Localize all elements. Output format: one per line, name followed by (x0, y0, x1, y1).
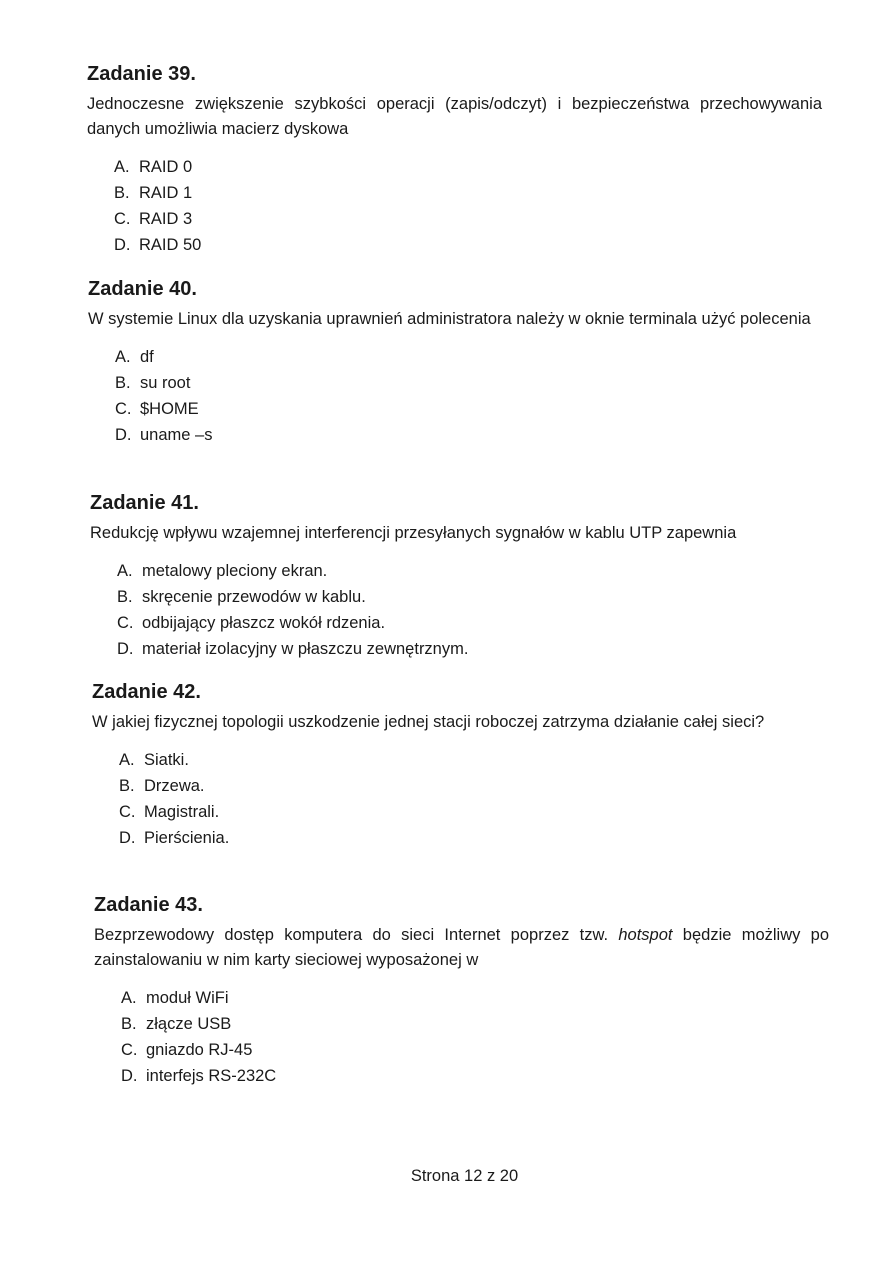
answer-text: RAID 1 (139, 184, 193, 202)
answer-option (119, 825, 827, 851)
answer-letter: D. (121, 1067, 138, 1085)
answer-option (114, 180, 822, 206)
answer-option (121, 985, 829, 1011)
answer-option (121, 1063, 829, 1089)
answer-text: $HOME (140, 400, 199, 418)
answer-letter: A. (114, 158, 130, 176)
task-question (94, 923, 829, 973)
answer-option (117, 610, 825, 636)
answer-text: skręcenie przewodów w kablu. (142, 588, 366, 606)
task-title: Zadanie 41. (90, 492, 199, 514)
answer-letter: A. (119, 751, 135, 769)
answer-text: metalowy pleciony ekran. (142, 562, 328, 580)
task-40 (88, 277, 823, 448)
answer-letter: C. (115, 400, 132, 418)
answer-option (121, 1011, 829, 1037)
answer-option (115, 422, 823, 448)
answer-option (119, 773, 827, 799)
answer-text: uname –s (140, 426, 213, 444)
answer-option (114, 154, 822, 180)
question-text: Bezprzewodowy dostęp komputera do sieci Internet poprzez tzw. (94, 926, 619, 944)
answer-text: Siatki. (144, 751, 189, 769)
answer-text: materiał izolacyjny w płaszczu zewnętrznym. (142, 640, 469, 658)
answer-text: złącze USB (146, 1015, 232, 1033)
answer-letter: A. (121, 989, 137, 1007)
answer-letter: B. (121, 1015, 137, 1033)
answer-list (117, 558, 825, 662)
answer-letter: B. (115, 374, 131, 392)
task-title: Zadanie 42. (92, 681, 201, 703)
answer-option (119, 747, 827, 773)
answer-text: interfejs RS-232C (146, 1067, 277, 1085)
task-39 (87, 62, 822, 258)
answer-list (119, 747, 827, 851)
task-43 (94, 893, 829, 1089)
answer-list (115, 344, 823, 448)
answer-option (115, 344, 823, 370)
answer-text: Drzewa. (144, 777, 205, 795)
page-number: Strona 12 z 20 (410, 1167, 519, 1185)
answer-letter: A. (115, 348, 131, 366)
answer-text: odbijający płaszcz wokół rdzenia. (142, 614, 386, 632)
answer-letter: C. (119, 803, 136, 821)
answer-option (117, 558, 825, 584)
question-emphasis: hotspot (618, 926, 673, 944)
answer-option (115, 370, 823, 396)
task-question: W jakiej fizycznej topologii uszkodzenie jednej stacji roboczej zatrzyma działanie całej sieci? (92, 713, 765, 731)
answer-option (121, 1037, 829, 1063)
answer-letter: D. (115, 426, 132, 444)
task-question: W systemie Linux dla uzyskania uprawnień administratora należy w oknie terminala użyć polecenia (88, 310, 811, 328)
answer-option (117, 636, 825, 662)
answer-option (117, 584, 825, 610)
answer-letter: D. (119, 829, 136, 847)
task-title: Zadanie 43. (94, 894, 203, 916)
task-question: Redukcję wpływu wzajemnej interferencji przesyłanych sygnałów w kablu UTP zapewnia (90, 524, 737, 542)
answer-text: Magistrali. (144, 803, 220, 821)
answer-letter: B. (114, 184, 130, 202)
answer-text: RAID 50 (139, 236, 202, 254)
answer-text: moduł WiFi (146, 989, 229, 1007)
answer-letter: C. (117, 614, 134, 632)
answer-list (121, 985, 829, 1089)
answer-letter: D. (114, 236, 131, 254)
answer-letter: B. (119, 777, 135, 795)
answer-option (114, 232, 822, 258)
answer-text: RAID 3 (139, 210, 193, 228)
task-question: Jednoczesne zwiększenie szybkości operacji (zapis/odczyt) i bezpieczeństwa przechowywania danych umożliwia macierz dyskowa (87, 95, 822, 138)
task-title: Zadanie 40. (88, 278, 197, 300)
answer-list (114, 154, 822, 258)
answer-text: RAID 0 (139, 158, 193, 176)
answer-text: Pierścienia. (144, 829, 230, 847)
answer-option (119, 799, 827, 825)
task-title: Zadanie 39. (87, 63, 196, 85)
question-text: będzie możliwy po zainstalowaniu w nim karty sieciowej wyposażonej w (94, 926, 830, 969)
answer-option (115, 396, 823, 422)
task-41 (90, 491, 825, 662)
answer-letter: A. (117, 562, 133, 580)
task-42 (92, 680, 827, 851)
answer-text: df (140, 348, 154, 366)
answer-letter: C. (121, 1041, 138, 1059)
answer-option (114, 206, 822, 232)
answer-text: gniazdo RJ-45 (146, 1041, 253, 1059)
answer-letter: B. (117, 588, 133, 606)
answer-letter: D. (117, 640, 134, 658)
answer-text: su root (140, 374, 191, 392)
answer-letter: C. (114, 210, 131, 228)
